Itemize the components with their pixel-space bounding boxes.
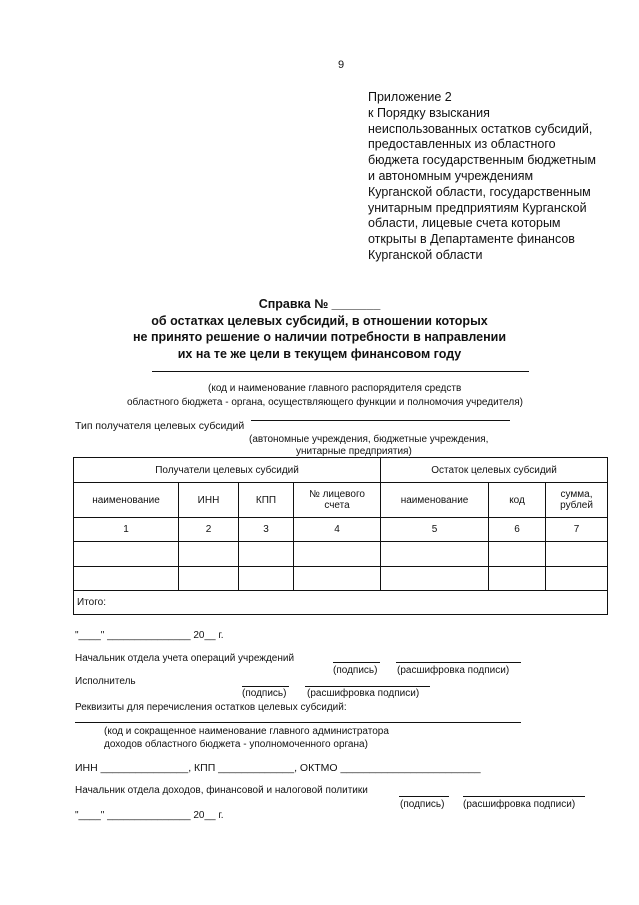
- column-header-account-line: счета: [324, 500, 350, 511]
- column-header-name: наименование: [74, 483, 179, 518]
- appendix-line: Приложение 2: [368, 90, 452, 104]
- appendix-line: унитарным предприятиям Курганской: [368, 200, 587, 215]
- column-number: 4: [294, 518, 381, 542]
- signature-caption: (подпись): [400, 799, 445, 810]
- table-row: [74, 567, 608, 591]
- appendix-line: открыты в Департаменте финансов: [368, 232, 575, 247]
- distributor-caption: (код и наименование главного распорядителя средств: [208, 383, 462, 394]
- group-header-remainder: Остаток целевых субсидий: [381, 458, 608, 483]
- column-header-kpp: КПП: [239, 483, 294, 518]
- executor-label: Исполнитель: [75, 676, 136, 687]
- table-cell[interactable]: [489, 567, 546, 591]
- table-cell[interactable]: [74, 567, 179, 591]
- column-number: 7: [546, 518, 608, 542]
- appendix-line: Курганской области: [368, 247, 483, 262]
- decoding-caption: (расшифровка подписи): [307, 688, 420, 699]
- recipient-type-field-line[interactable]: [251, 420, 510, 421]
- column-header-sum-line: сумма,: [560, 489, 593, 500]
- column-number: 3: [239, 518, 294, 542]
- appendix-line: и автономным учреждениям: [368, 168, 534, 183]
- title-line: их на те же цели в текущем финансовом году: [177, 346, 462, 361]
- requisites-label: Реквизиты для перечисления остатков целевых субсидий:: [75, 702, 347, 713]
- column-header-sum-line: рублей: [560, 500, 593, 511]
- table-row: [74, 542, 608, 567]
- decoding-line[interactable]: [305, 686, 430, 687]
- appendix-line: к Порядку взыскания: [368, 105, 490, 120]
- column-number: 2: [179, 518, 239, 542]
- group-header-recipients: Получатели целевых субсидий: [74, 458, 381, 483]
- appendix-line: предоставленных из областного: [368, 137, 556, 152]
- decoding-line[interactable]: [463, 796, 585, 797]
- requisites-caption: доходов областного бюджета - уполномоченного органа): [104, 739, 368, 750]
- distributor-caption: областного бюджета - органа, осуществляющего функции и полномочия учредителя): [127, 397, 523, 408]
- table-cell[interactable]: [239, 542, 294, 567]
- appendix-block: [368, 90, 596, 264]
- head-accounting-label: Начальник отдела учета операций учреждений: [75, 653, 295, 664]
- subsidies-table: [73, 457, 608, 615]
- column-header-account: [294, 483, 381, 518]
- table-cell[interactable]: [294, 542, 381, 567]
- table-cell[interactable]: [239, 567, 294, 591]
- signature-caption: (подпись): [242, 688, 287, 699]
- distributor-field-line[interactable]: [152, 371, 529, 372]
- date-line[interactable]: "____" _______________ 20__ г.: [75, 630, 224, 641]
- column-number: 1: [74, 518, 179, 542]
- table-cell[interactable]: [381, 542, 489, 567]
- table-cell[interactable]: [179, 542, 239, 567]
- column-number: 6: [489, 518, 546, 542]
- table-cell[interactable]: [546, 567, 608, 591]
- requisites-caption: (код и сокращенное наименование главного администратора: [104, 726, 389, 737]
- column-header-account-line: № лицевого: [309, 489, 365, 500]
- column-header-code: код: [489, 483, 546, 518]
- title-line: Справка № _______: [258, 297, 381, 311]
- signature-caption: (подпись): [333, 665, 378, 676]
- decoding-caption: (расшифровка подписи): [463, 799, 576, 810]
- recipient-type-caption: унитарные предприятия): [296, 446, 412, 457]
- appendix-line: области, лицевые счета которым: [368, 216, 561, 231]
- recipient-type-label: Тип получателя целевых субсидий: [75, 420, 245, 432]
- title-line: об остатках целевых субсидий, в отношении которых: [151, 313, 488, 328]
- signature-line[interactable]: [242, 686, 289, 687]
- table-cell[interactable]: [294, 567, 381, 591]
- decoding-caption: (расшифровка подписи): [397, 665, 510, 676]
- column-number: 5: [381, 518, 489, 542]
- title-line: не принято решение о наличии потребности в направлении: [132, 330, 507, 344]
- appendix-line: бюджета государственным бюджетным: [368, 153, 596, 168]
- codes-line[interactable]: ИНН _______________, КПП _____________, ОКТМО ________________________: [75, 762, 481, 774]
- column-header-inn: ИНН: [179, 483, 239, 518]
- table-cell[interactable]: [546, 542, 608, 567]
- column-header-sum: [546, 483, 608, 518]
- page-number: 9: [338, 59, 345, 71]
- requisites-field-line[interactable]: [75, 722, 521, 723]
- appendix-line: неиспользованных остатков субсидий,: [368, 121, 593, 136]
- table-cell[interactable]: [489, 542, 546, 567]
- signature-line[interactable]: [399, 796, 449, 797]
- table-cell[interactable]: [179, 567, 239, 591]
- total-row: Итого:: [74, 591, 608, 615]
- head-revenue-label: Начальник отдела доходов, финансовой и налоговой политики: [75, 785, 368, 796]
- column-header-remainder-name: наименование: [381, 483, 489, 518]
- table-cell[interactable]: [74, 542, 179, 567]
- recipient-type-caption: (автономные учреждения, бюджетные учреждения,: [249, 434, 489, 445]
- decoding-line[interactable]: [396, 662, 521, 663]
- appendix-line: Курганской области, государственным: [368, 184, 591, 199]
- date-line[interactable]: "____" _______________ 20__ г.: [75, 810, 224, 821]
- document-title: [0, 296, 639, 362]
- table-cell[interactable]: [381, 567, 489, 591]
- signature-line[interactable]: [333, 662, 380, 663]
